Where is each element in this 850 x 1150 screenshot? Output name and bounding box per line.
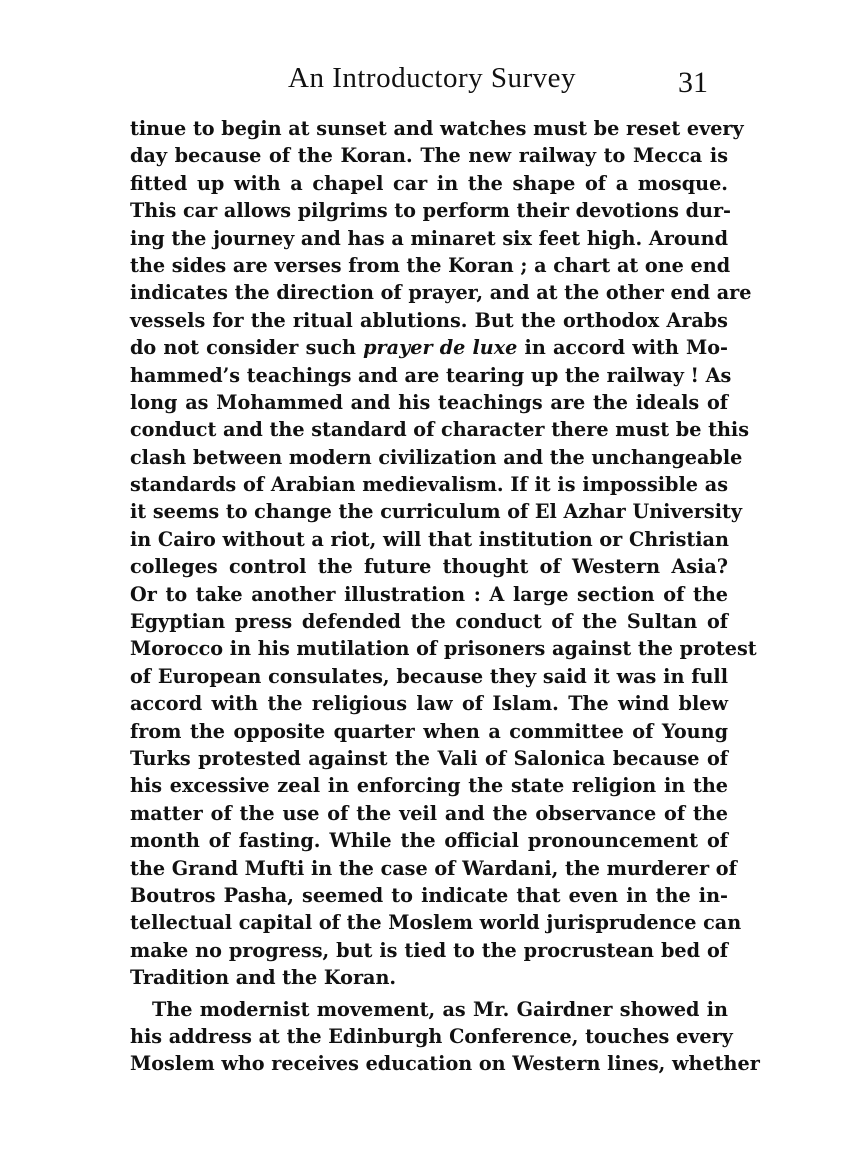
text-line: make no progress, but is tied to the procrustean bed of — [130, 938, 728, 962]
text-line: Tradition and the Koran. — [130, 966, 397, 990]
text-line: do not consider such prayer de luxe in accord with Mo- — [130, 336, 729, 360]
page-number: 31 — [678, 66, 708, 99]
text-line: Morocco in his mutilation of prisoners against the protest — [130, 637, 757, 661]
text-line: tellectual capital of the Moslem world jurisprudence can — [130, 911, 742, 935]
paragraph-2 — [130, 996, 760, 1078]
text-line: Egyptian press defended the conduct of the Sultan of — [130, 610, 728, 634]
text-line: standards of Arabian medievalism. If it is impossible as — [130, 473, 728, 497]
text-line: indicates the direction of prayer, and at the other end are — [130, 281, 752, 305]
body-text — [130, 115, 760, 1078]
foreign-phrase: prayer de luxe — [363, 336, 518, 360]
text-line: Moslem who receives education on Western lines, whether — [130, 1052, 760, 1076]
text-line: colleges control the future thought of Western Asia? — [130, 555, 728, 579]
running-title: An Introductory Survey — [288, 62, 577, 94]
text-line: The modernist movement, as Mr. Gairdner showed in — [152, 997, 728, 1021]
paragraph-1 — [130, 115, 757, 992]
text-line: his excessive zeal in enforcing the state religion in the — [130, 774, 728, 798]
text-line: hammed’s teachings and are tearing up the railway ! As — [130, 363, 732, 387]
text-line: conduct and the standard of character there must be this — [130, 418, 750, 442]
text-line: Turks protested against the Vali of Salonica because of — [130, 746, 728, 770]
text-line: This car allows pilgrims to perform their devotions dur- — [130, 199, 732, 223]
text-line: of European consulates, because they said it was in full — [130, 664, 728, 688]
text-line: ing the journey and has a minaret six feet high. Around — [130, 226, 728, 250]
text-line: in Cairo without a riot, will that institution or Christian — [130, 527, 729, 551]
running-head — [0, 62, 850, 102]
text-line: the sides are verses from the Koran ; a chart at one end — [130, 253, 731, 277]
text-line: long as Mohammed and his teachings are the ideals of — [130, 390, 728, 414]
text-line: Boutros Pasha, seemed to indicate that even in the in- — [130, 883, 728, 907]
text-line: accord with the religious law of Islam. The wind blew — [130, 692, 728, 716]
text-line: matter of the use of the veil and the observance of the — [130, 801, 728, 825]
text-line: it seems to change the curriculum of El Azhar University — [130, 500, 743, 524]
text-line: month of fasting. While the official pronouncement of — [130, 829, 728, 853]
text-line: clash between modern civilization and the unchangeable — [130, 445, 743, 469]
text-line: the Grand Mufti in the case of Wardani, the murderer of — [130, 856, 737, 880]
text-line: day because of the Koran. The new railway to Mecca is — [130, 144, 728, 168]
text-line: from the opposite quarter when a committee of Young — [130, 719, 728, 743]
text-line: his address at the Edinburgh Conference, touches every — [130, 1024, 733, 1048]
text-line: Or to take another illustration : A large section of the — [130, 582, 728, 606]
text-line: fitted up with a chapel car in the shape of a mosque. — [130, 171, 728, 195]
text-line: tinue to begin at sunset and watches must be reset every — [130, 117, 744, 140]
text-line: vessels for the ritual ablutions. But the orthodox Arabs — [130, 308, 728, 332]
